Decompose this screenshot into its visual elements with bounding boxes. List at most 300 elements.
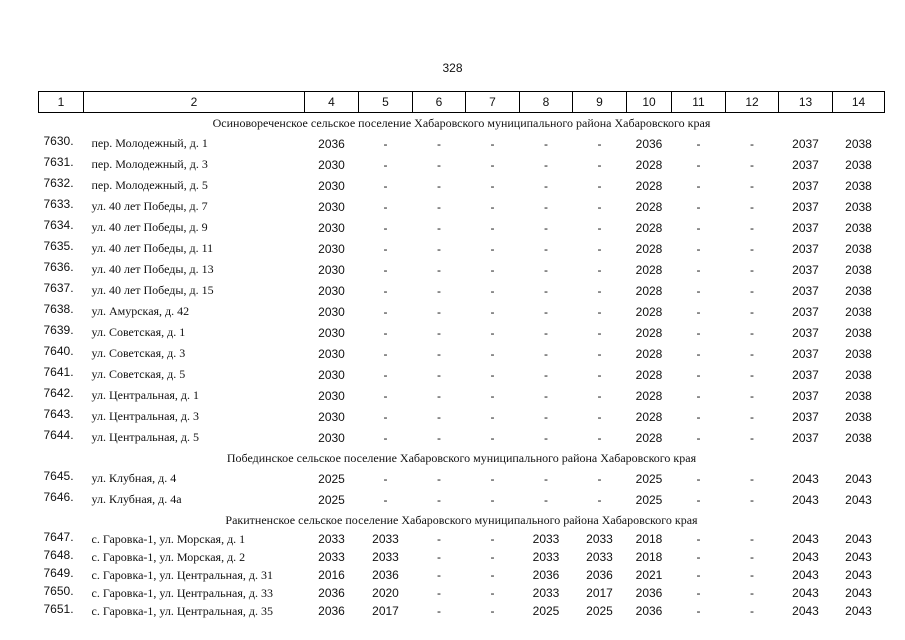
value-cell: - (490, 346, 495, 361)
value-cell: 2037 (792, 220, 819, 235)
value-cell: 2028 (635, 409, 663, 424)
table-row (39, 468, 885, 489)
value-cell: - (383, 136, 388, 151)
value-cell: 2028 (635, 430, 663, 445)
value-cell: - (597, 262, 602, 277)
row-number: 7632. (43, 176, 74, 190)
value-cell: 2025 (635, 492, 663, 507)
section-row (39, 510, 885, 530)
table-body (39, 113, 885, 621)
row-number: 7634. (43, 218, 74, 232)
value-cell: - (490, 492, 495, 507)
value-cell: - (696, 157, 701, 172)
value-cell: 2025 (635, 471, 663, 486)
value-cell: 2030 (318, 304, 345, 319)
value-cell: 2037 (792, 241, 819, 256)
value-cell: 2033 (372, 532, 399, 546)
value-cell: - (750, 178, 754, 193)
value-cell: - (437, 241, 441, 256)
column-header: 14 (833, 92, 885, 113)
value-cell: - (544, 325, 548, 340)
value-cell: - (490, 532, 495, 546)
value-cell: - (437, 604, 441, 618)
value-cell: - (437, 346, 441, 361)
value-cell: 2043 (792, 550, 819, 564)
value-cell: - (597, 241, 602, 256)
value-cell: 2043 (845, 586, 872, 600)
value-cell: 2030 (318, 199, 345, 214)
value-cell: 2030 (318, 325, 345, 340)
value-cell: 2030 (318, 388, 345, 403)
value-cell: 2030 (318, 409, 345, 424)
value-cell: - (383, 388, 388, 403)
column-header: 5 (359, 92, 413, 113)
value-cell: - (490, 388, 495, 403)
row-number: 7631. (43, 155, 74, 169)
value-cell: 2037 (792, 199, 819, 214)
value-cell: 2043 (845, 532, 872, 546)
value-cell: - (437, 178, 441, 193)
value-cell: 2038 (845, 241, 872, 256)
value-cell: 2036 (372, 568, 399, 582)
value-cell: 2030 (318, 283, 345, 298)
row-number: 7650. (43, 584, 74, 598)
table-row (39, 238, 885, 259)
value-cell: 2028 (635, 367, 663, 382)
value-cell: - (383, 346, 388, 361)
value-cell: - (597, 346, 602, 361)
value-cell: - (544, 304, 548, 319)
value-cell: - (437, 409, 441, 424)
address-cell: с. Гаровка-1, ул. Морская, д. 2 (91, 549, 246, 564)
value-cell: - (750, 550, 754, 564)
value-cell: 2037 (792, 304, 819, 319)
value-cell: 2037 (792, 409, 819, 424)
value-cell: - (544, 388, 548, 403)
value-cell: - (750, 283, 754, 298)
value-cell: - (696, 430, 701, 445)
row-number: 7641. (43, 365, 74, 379)
value-cell: 2018 (635, 532, 663, 546)
column-header: 6 (413, 92, 466, 113)
table-row (39, 364, 885, 385)
value-cell: 2037 (792, 283, 819, 298)
value-cell: 2030 (318, 157, 345, 172)
value-cell: 2038 (845, 136, 872, 151)
value-cell: 2021 (635, 568, 663, 582)
value-cell: - (490, 367, 495, 382)
value-cell: 2043 (845, 550, 872, 564)
value-cell: - (437, 136, 441, 151)
value-cell: 2037 (792, 388, 819, 403)
value-cell: 2036 (318, 604, 345, 618)
value-cell: 2025 (532, 604, 560, 618)
value-cell: 2033 (318, 550, 345, 564)
value-cell: - (750, 471, 754, 486)
column-header: 11 (672, 92, 726, 113)
address-cell: с. Гаровка-1, ул. Морская, д. 1 (91, 531, 246, 546)
address-cell: пер. Молодежный, д. 3 (91, 157, 208, 171)
value-cell: - (383, 492, 388, 507)
value-cell: - (696, 550, 701, 564)
row-number: 7635. (43, 239, 74, 253)
value-cell: - (750, 304, 754, 319)
value-cell: - (750, 492, 754, 507)
value-cell: 2033 (318, 532, 345, 546)
address-cell: с. Гаровка-1, ул. Центральная, д. 33 (91, 585, 273, 600)
table-row (39, 427, 885, 448)
value-cell: 2038 (845, 367, 872, 382)
value-cell: - (490, 586, 495, 600)
row-number: 7638. (43, 302, 74, 316)
value-cell: - (597, 325, 602, 340)
value-cell: - (544, 199, 548, 214)
table-row (39, 584, 885, 602)
row-number: 7646. (43, 490, 74, 504)
value-cell: - (696, 283, 701, 298)
table-row (39, 530, 885, 548)
value-cell: - (696, 586, 701, 600)
column-header: 8 (520, 92, 573, 113)
value-cell: 2028 (635, 283, 663, 298)
address-cell: ул. 40 лет Победы, д. 9 (91, 220, 208, 234)
address-cell: ул. Клубная, д. 4а (91, 492, 182, 506)
value-cell: 2043 (792, 604, 819, 618)
value-cell: 2033 (532, 550, 560, 564)
table-row (39, 301, 885, 322)
value-cell: 2038 (845, 388, 872, 403)
address-cell: ул. Амурская, д. 42 (91, 304, 190, 318)
table-row (39, 322, 885, 343)
value-cell: - (597, 471, 602, 486)
value-cell: 2028 (635, 241, 663, 256)
value-cell: 2043 (845, 568, 872, 582)
value-cell: 2038 (845, 430, 872, 445)
value-cell: - (696, 199, 701, 214)
value-cell: - (544, 346, 548, 361)
value-cell: 2037 (792, 430, 819, 445)
value-cell: - (750, 136, 754, 151)
value-cell: - (490, 325, 495, 340)
value-cell: 2028 (635, 178, 663, 193)
value-cell: 2030 (318, 430, 345, 445)
value-cell: - (490, 304, 495, 319)
value-cell: - (696, 604, 701, 618)
table-row (39, 385, 885, 406)
value-cell: 2043 (792, 568, 819, 582)
value-cell: - (437, 325, 441, 340)
value-cell: 2030 (318, 220, 345, 235)
value-cell: 2037 (792, 136, 819, 151)
row-number: 7630. (43, 134, 74, 148)
value-cell: - (750, 388, 754, 403)
table-row (39, 175, 885, 196)
row-number: 7645. (43, 469, 74, 483)
address-cell: с. Гаровка-1, ул. Центральная, д. 35 (91, 603, 273, 618)
value-cell: - (597, 178, 602, 193)
value-cell: 2038 (845, 346, 872, 361)
value-cell: 2028 (635, 199, 663, 214)
value-cell: - (750, 586, 754, 600)
value-cell: - (437, 283, 441, 298)
column-header: 13 (779, 92, 833, 113)
value-cell: - (437, 586, 441, 600)
value-cell: 2043 (792, 586, 819, 600)
row-number: 7639. (43, 323, 74, 337)
value-cell: - (696, 304, 701, 319)
value-cell: 2030 (318, 262, 345, 277)
value-cell: - (750, 367, 754, 382)
value-cell: - (490, 604, 495, 618)
value-cell: - (597, 157, 602, 172)
address-cell: ул. 40 лет Победы, д. 7 (91, 199, 208, 213)
value-cell: - (490, 550, 495, 564)
row-number: 7651. (43, 602, 74, 616)
address-cell: ул. 40 лет Победы, д. 11 (91, 241, 214, 255)
value-cell: - (696, 568, 701, 582)
value-cell: 2036 (532, 568, 560, 582)
value-cell: - (750, 157, 754, 172)
value-cell: - (597, 409, 602, 424)
value-cell: - (750, 604, 754, 618)
value-cell: 2038 (845, 304, 872, 319)
value-cell: 2036 (318, 586, 345, 600)
schedule-table (38, 91, 885, 620)
value-cell: - (696, 178, 701, 193)
value-cell: - (437, 367, 441, 382)
value-cell: 2030 (318, 178, 345, 193)
value-cell: 2030 (318, 367, 345, 382)
row-number: 7636. (43, 260, 74, 274)
value-cell: - (750, 262, 754, 277)
value-cell: - (383, 241, 388, 256)
value-cell: - (490, 283, 495, 298)
value-cell: - (383, 262, 388, 277)
value-cell: - (544, 241, 548, 256)
value-cell: 2028 (635, 304, 663, 319)
value-cell: - (750, 346, 754, 361)
value-cell: - (437, 532, 441, 546)
value-cell: 2033 (586, 532, 613, 546)
value-cell: 2038 (845, 409, 872, 424)
value-cell: - (597, 430, 602, 445)
value-cell: - (383, 220, 388, 235)
value-cell: - (544, 178, 548, 193)
value-cell: - (696, 492, 701, 507)
value-cell: - (544, 409, 548, 424)
value-cell: 2028 (635, 325, 663, 340)
row-number: 7643. (43, 407, 74, 421)
value-cell: - (750, 241, 754, 256)
value-cell: 2037 (792, 346, 819, 361)
row-number: 7648. (43, 548, 74, 562)
value-cell: - (544, 471, 548, 486)
address-cell: пер. Молодежный, д. 1 (91, 136, 208, 150)
value-cell: 2036 (635, 586, 663, 600)
value-cell: 2038 (845, 157, 872, 172)
value-cell: 2033 (586, 550, 613, 564)
table-row (39, 196, 885, 217)
table-row (39, 133, 885, 154)
column-header: 1 (39, 92, 84, 113)
value-cell: - (437, 220, 441, 235)
table-row (39, 548, 885, 566)
value-cell: 2033 (532, 586, 560, 600)
value-cell: 2037 (792, 325, 819, 340)
value-cell: 2038 (845, 262, 872, 277)
value-cell: - (597, 199, 602, 214)
value-cell: 2017 (372, 604, 399, 618)
value-cell: - (696, 220, 701, 235)
row-number: 7633. (43, 197, 74, 211)
value-cell: - (597, 367, 602, 382)
value-cell: - (490, 157, 495, 172)
value-cell: - (490, 568, 495, 582)
value-cell: - (437, 492, 441, 507)
value-cell: - (750, 325, 754, 340)
value-cell: - (490, 178, 495, 193)
table-row (39, 154, 885, 175)
value-cell: 2033 (532, 532, 560, 546)
value-cell: - (696, 262, 701, 277)
value-cell: 2043 (792, 532, 819, 546)
value-cell: 2018 (635, 550, 663, 564)
value-cell: 2043 (792, 471, 819, 486)
value-cell: - (383, 304, 388, 319)
value-cell: - (437, 157, 441, 172)
value-cell: - (597, 283, 602, 298)
value-cell: - (437, 568, 441, 582)
row-number: 7649. (43, 566, 74, 580)
value-cell: - (437, 550, 441, 564)
row-number: 7647. (43, 530, 74, 544)
address-cell: ул. Советская, д. 3 (91, 346, 186, 360)
value-cell: - (750, 568, 754, 582)
address-cell: пер. Молодежный, д. 5 (91, 178, 208, 192)
value-cell: - (696, 532, 701, 546)
value-cell: 2038 (845, 325, 872, 340)
value-cell: - (696, 471, 701, 486)
table-row (39, 489, 885, 510)
value-cell: 2025 (318, 492, 345, 507)
value-cell: - (750, 532, 754, 546)
value-cell: - (544, 136, 548, 151)
value-cell: - (750, 199, 754, 214)
value-cell: 2036 (635, 604, 663, 618)
table-row (39, 217, 885, 238)
table-row (39, 406, 885, 427)
value-cell: 2025 (318, 471, 345, 486)
value-cell: - (544, 157, 548, 172)
value-cell: - (750, 430, 754, 445)
table-row (39, 602, 885, 620)
value-cell: 2038 (845, 178, 872, 193)
value-cell: - (597, 388, 602, 403)
value-cell: - (544, 283, 548, 298)
value-cell: - (490, 262, 495, 277)
value-cell: - (383, 367, 388, 382)
column-header: 7 (466, 92, 520, 113)
value-cell: 2043 (845, 492, 872, 507)
value-cell: 2028 (635, 220, 663, 235)
value-cell: - (597, 220, 602, 235)
value-cell: - (437, 430, 441, 445)
section-title: Осиновореченское сельское поселение Хабаровского муниципального района Хабаровского края (212, 115, 711, 130)
table-row (39, 343, 885, 364)
value-cell: - (544, 492, 548, 507)
row-number: 7640. (43, 344, 74, 358)
value-cell: 2030 (318, 241, 345, 256)
value-cell: 2038 (845, 199, 872, 214)
value-cell: - (490, 471, 495, 486)
value-cell: 2037 (792, 157, 819, 172)
value-cell: - (490, 409, 495, 424)
value-cell: - (383, 178, 388, 193)
value-cell: 2043 (845, 471, 872, 486)
address-cell: ул. Центральная, д. 1 (91, 388, 200, 402)
column-header: 4 (305, 92, 359, 113)
value-cell: - (696, 241, 701, 256)
value-cell: 2028 (635, 262, 663, 277)
column-header: 2 (84, 92, 305, 113)
value-cell: - (750, 409, 754, 424)
address-cell: с. Гаровка-1, ул. Центральная, д. 31 (91, 567, 273, 582)
value-cell: 2038 (845, 283, 872, 298)
value-cell: - (696, 346, 701, 361)
value-cell: - (490, 136, 495, 151)
value-cell: 2036 (318, 136, 345, 151)
column-header: 12 (726, 92, 779, 113)
value-cell: - (544, 430, 548, 445)
value-cell: 2025 (586, 604, 613, 618)
value-cell: - (383, 199, 388, 214)
section-title: Побединское сельское поселение Хабаровского муниципального района Хабаровского края (226, 450, 697, 465)
address-cell: ул. Советская, д. 1 (91, 325, 186, 339)
value-cell: - (383, 430, 388, 445)
table-row (39, 280, 885, 301)
value-cell: - (437, 471, 441, 486)
value-cell: - (544, 262, 548, 277)
header-row (39, 92, 885, 113)
value-cell: 2043 (792, 492, 819, 507)
address-cell: ул. Советская, д. 5 (91, 367, 186, 381)
value-cell: - (490, 430, 495, 445)
column-header: 10 (627, 92, 672, 113)
table-row (39, 566, 885, 584)
value-cell: - (383, 471, 388, 486)
address-cell: ул. Центральная, д. 5 (91, 430, 200, 444)
table-row (39, 259, 885, 280)
value-cell: - (437, 199, 441, 214)
value-cell: - (437, 388, 441, 403)
value-cell: 2028 (635, 346, 663, 361)
value-cell: - (597, 304, 602, 319)
value-cell: - (490, 241, 495, 256)
value-cell: - (696, 136, 701, 151)
value-cell: - (383, 409, 388, 424)
value-cell: 2030 (318, 346, 345, 361)
address-cell: ул. 40 лет Победы, д. 13 (91, 262, 214, 276)
value-cell: 2037 (792, 178, 819, 193)
value-cell: 2028 (635, 157, 663, 172)
value-cell: 2037 (792, 262, 819, 277)
value-cell: - (597, 492, 602, 507)
value-cell: - (696, 388, 701, 403)
row-number: 7642. (43, 386, 74, 400)
value-cell: - (490, 199, 495, 214)
value-cell: - (696, 409, 701, 424)
value-cell: - (437, 262, 441, 277)
